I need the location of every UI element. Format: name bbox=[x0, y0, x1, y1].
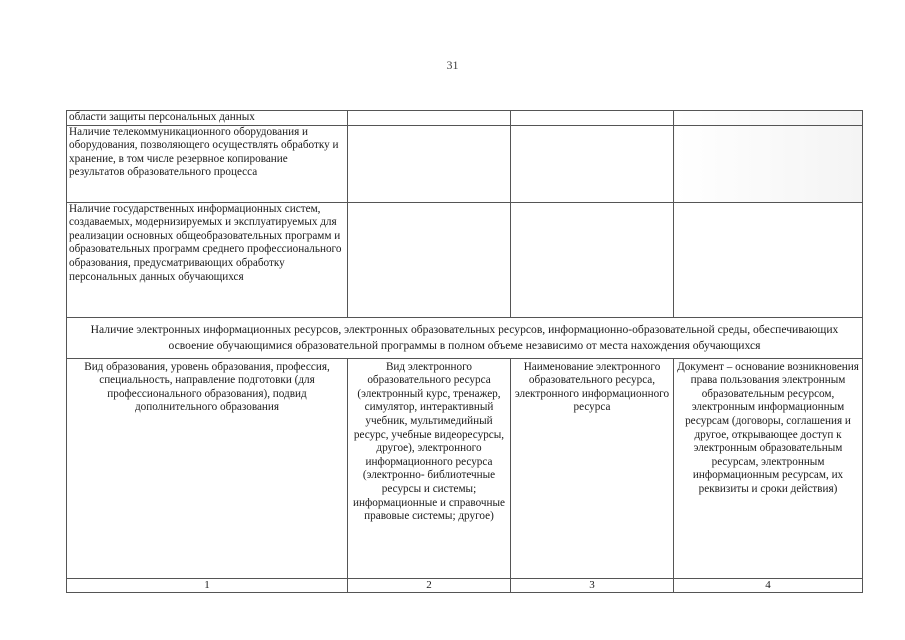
header-col4: Документ – основание возникновения права пользования электронным образовательным ресурсом, электронным информационным ресурсам (договоры, соглашения и другое, открывающее доступ к электронным образовательным ресурсам, электронным информационным ресурсам, их реквизиты и сроки действия) bbox=[674, 358, 863, 578]
table-row-carry bbox=[67, 111, 863, 126]
table-row-telecom bbox=[67, 125, 863, 202]
empty-cell bbox=[511, 111, 674, 126]
table-header-row bbox=[67, 358, 863, 578]
telecom-cell: Наличие телекоммуникационного оборудования и оборудования, позволяющего осуществлять обработку и хранение, в том числе резервное копирование результатов образовательного процесса bbox=[67, 125, 348, 202]
empty-cell bbox=[511, 125, 674, 202]
empty-cell bbox=[348, 202, 511, 317]
empty-cell bbox=[348, 111, 511, 126]
empty-cell bbox=[674, 125, 863, 202]
header-col2: Вид электронного образовательного ресурса (электронный курс, тренажер, симулятор, интерактивный учебник, мультимедийный ресурс, учебные видеоресурсы, другое), электронного информационного ресурса (электронно- библиотечные ресурсы и системы; информационные и справочные правовые системы; другое) bbox=[348, 358, 511, 578]
header-col3: Наименование электронного образовательного ресурса, электронного информационного ресурса bbox=[511, 358, 674, 578]
document-sheet bbox=[66, 110, 862, 593]
carryover-cell: области защиты персональных данных bbox=[67, 111, 348, 126]
gis-cell: Наличие государственных информационных систем, создаваемых, модернизируемых и эксплуатируемых для реализации основных общеобразовательных программ и образовательных программ среднего профессионального образования, предусматривающих обработку персональных данных обучающихся bbox=[67, 202, 348, 317]
table-row-gis bbox=[67, 202, 863, 317]
column-number-2: 2 bbox=[348, 578, 511, 592]
column-number-1: 1 bbox=[67, 578, 348, 592]
column-number-3: 3 bbox=[511, 578, 674, 592]
column-number-4: 4 bbox=[674, 578, 863, 592]
resources-table bbox=[66, 110, 863, 593]
empty-cell bbox=[674, 111, 863, 126]
empty-cell bbox=[511, 202, 674, 317]
table-row-section-heading bbox=[67, 317, 863, 358]
page-number: 31 bbox=[446, 58, 459, 72]
header-col1: Вид образования, уровень образования, профессия, специальность, направление подготовки (для профессионального образования), подвид дополнительного образования bbox=[67, 358, 348, 578]
empty-cell bbox=[348, 125, 511, 202]
column-number-row bbox=[67, 578, 863, 592]
section-heading-cell: Наличие электронных информационных ресурсов, электронных образовательных ресурсов, информационно-образовательной среды, обеспечивающих освоение обучающимися образовательной программы в полном объеме независимо от места нахождения обучающихся bbox=[67, 317, 863, 358]
empty-cell bbox=[674, 202, 863, 317]
